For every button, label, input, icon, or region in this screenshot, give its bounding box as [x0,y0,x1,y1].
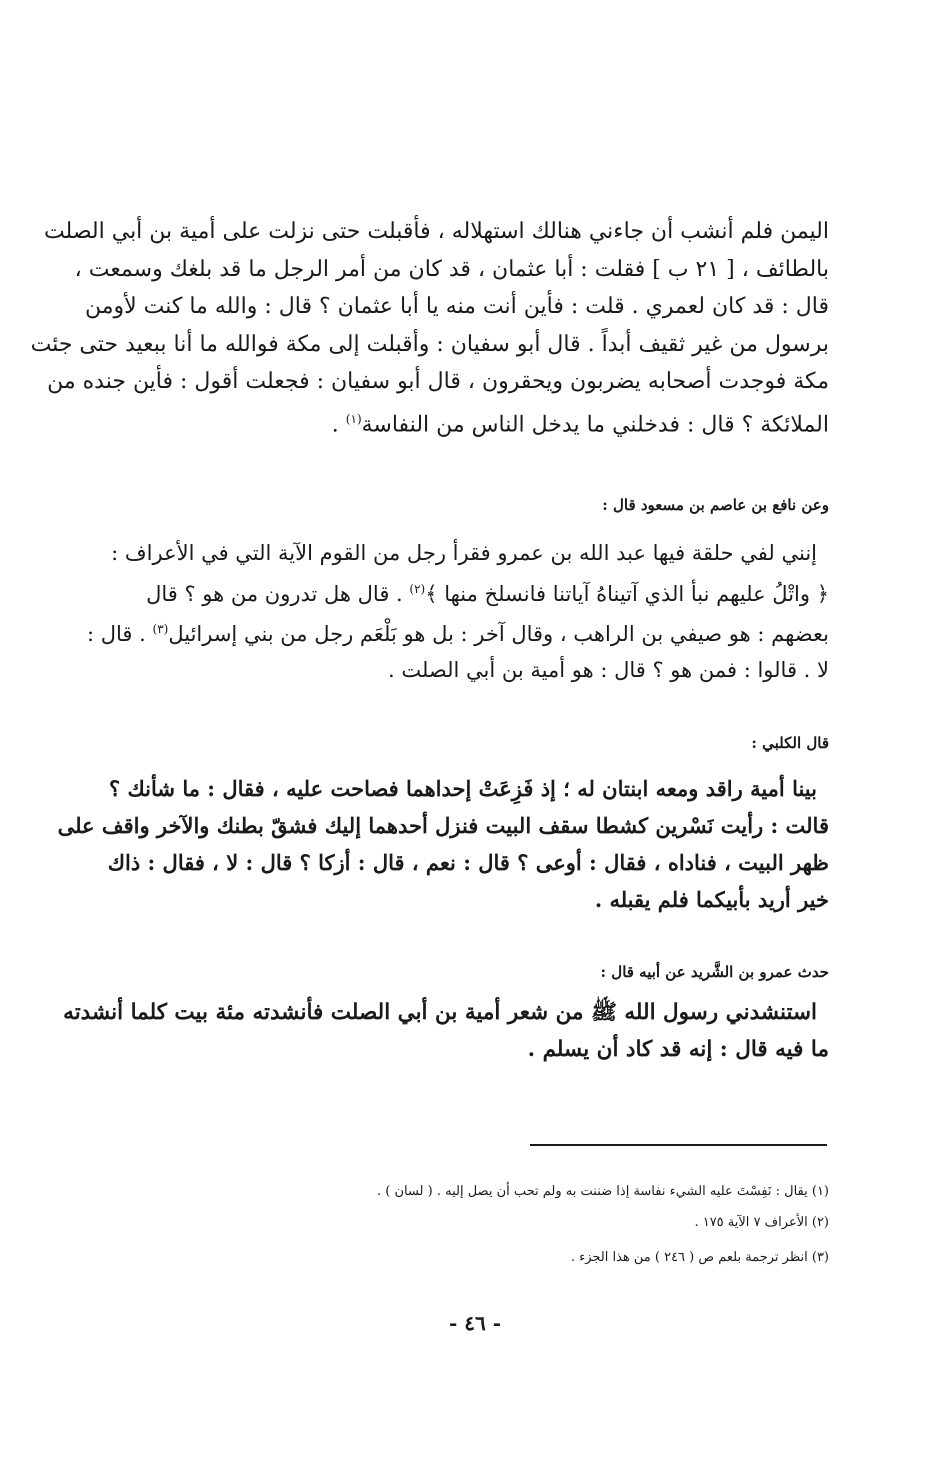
text-line: لا . قالوا : فمن هو ؟ قال : هو أمية بن أبي الصلت . [387,657,829,682]
paragraph-kalbi [57,770,829,918]
section-heading: وعن نافع بن عاصم بن مسعود قال : [602,496,829,514]
text-line: قال : قد كان لعمري . قلت : فأين أنت منه يا أبا عثمان ؟ قال : والله ما كنت لأومن [84,294,829,319]
footnote-ref: (٣) [152,622,169,636]
text-segment: . قال : [87,622,153,646]
text-line-with-ref [121,401,829,439]
text-line: مكة فوجدت أصحابه يضربون ويحقرون ، قال أبو سفيان : فجعلت أقول : فأين جنده من [47,369,829,394]
text-line: خير أريد بأبيكما فلم يقبله . [594,887,829,912]
section-heading: حدث عمرو بن الشَّريد عن أبيه قال : [600,963,829,981]
text-line-with-ref [87,612,829,653]
footnote-ref: (٢) [409,581,426,596]
text-line: بينا أمية راقد ومعه ابنتان له ؛ إذ فَزِعَتْ إحداهما فصاحت عليه ، فقال : ما شأنك ؟ [109,776,817,801]
footnote: (١) يقال : نَفِسْتَ عليه الشيء نفاسة إذا ضننت به ولم تحب أن يصل إليه . ( لسان ) . [376,1184,829,1199]
page-number: - ٤٦ - [448,1311,501,1335]
text-line: ما فيه قال : إنه قد كاد أن يسلم . [527,1037,829,1062]
text-line-with-ref [121,572,829,613]
text-line: ظهر البيت ، فناداه ، فقال : أوعى ؟ قال : نعم ، قال : أزكا ؟ قال : لا ، فقال : ذاك [107,850,829,875]
paragraph-continued [30,213,829,438]
paragraph-sharid [63,994,829,1068]
section-heading: قال الكلبي : [751,734,829,752]
text-segment: بعضهم : هو صيفي بن الراهب ، وقال آخر : بل هو بَلْعَم رجل من بني إسرائيل [168,622,829,646]
text-end: . [331,411,346,437]
footnote: (٣) انظر ترجمة بلعم ص ( ٢٤٦ ) من هذا الجزء . [570,1250,829,1265]
text-line: برسول من غير ثقيف أبداً . قال أبو سفيان : وأقبلت إلى مكة فوالله ما أنا ببعيد حتى جئت [30,331,829,357]
text-line: إنني لفي حلقة فيها عبد الله بن عمرو فقرأ رجل من القوم الآية التي في الأعراف : [111,541,817,565]
footnote-divider [530,1144,827,1146]
quran-verse: ﴿ واتْلُ عليهم نبأ الذي آتيناهُ آياتنا فانسلخ منها ﴾ [425,581,829,606]
text-segment: . قال هل تدرون من هو ؟ قال [146,581,410,606]
text-line: الملائكة ؟ قال : فدخلني ما يدخل الناس من النفاسة [361,411,829,437]
footnote-ref: (١) [345,411,362,426]
footnote: (٢) الأعراف ٧ الآية ١٧٥ . [694,1215,829,1230]
text-line: استنشدني رسول الله ﷺ من شعر أمية بن أبي الصلت فأنشدته مئة بيت كلما أنشدته [63,1000,817,1025]
text-line: قالت : رأيت نَسْرين كشطا سقف البيت فنزل أحدهما إليك فشقّ بطنك والآخر واقف على [57,813,829,838]
paragraph-nafi [87,536,829,688]
text-line: بالطائف ، [ ٢١ ب ] فقلت : أبا عثمان ، قد كان من أمر الرجل ما قد بلغك وسمعت ، [74,256,829,282]
text-line: اليمن فلم أنشب أن جاءني هنالك استهلاله ، فأقبلت حتى نزلت على أمية بن أبي الصلت [43,219,829,244]
